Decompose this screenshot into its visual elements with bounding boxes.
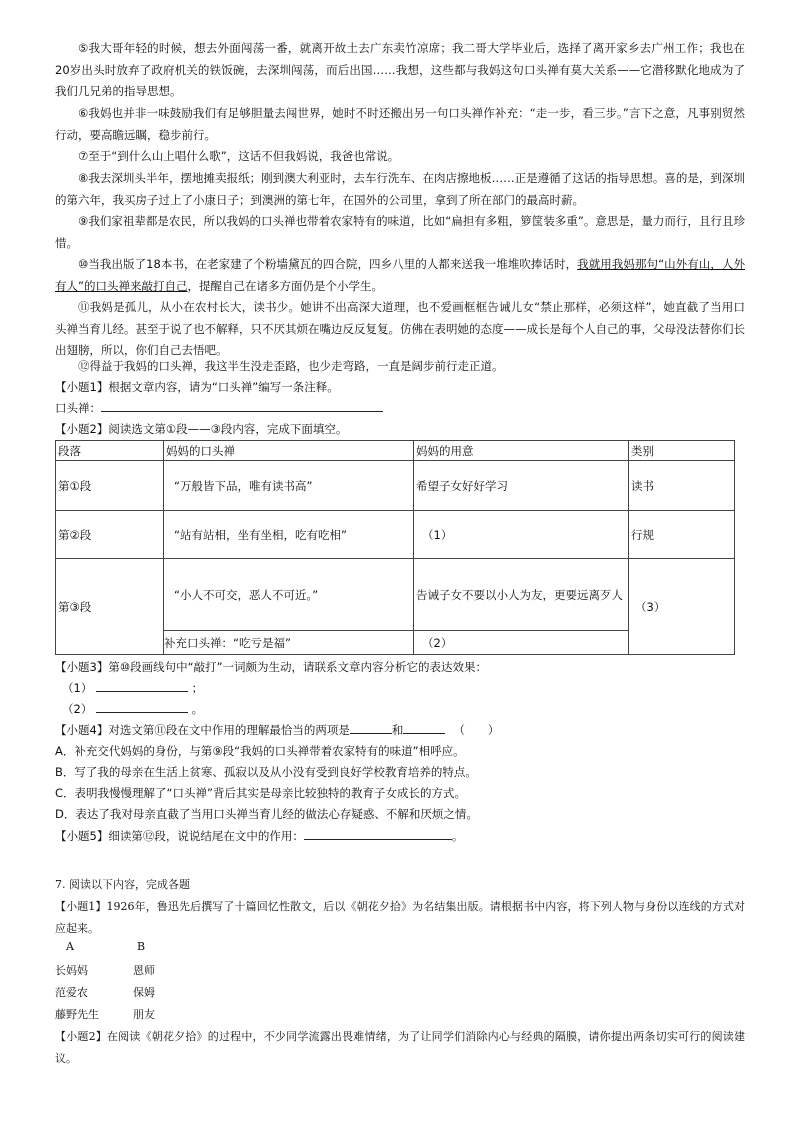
table-row [56,511,735,559]
question-3-blank-1[interactable] [96,679,188,692]
question-1-title: 【小题1】根据文章内容，请为“口头禅”编写一条注释。 [55,380,339,394]
paragraph-9: ⑨我们家祖辈都是农民，所以我妈的口头禅也带着农家特有的味道，比如“扁担有多粗，箩筐装多重”。意思是，量力而行，且行且珍惜。 [55,214,745,250]
section-7-heading: 7. 阅读以下内容，完成各题 [55,878,190,891]
question-3-title: 【小题3】第⑩段画线句中“敲打”一词颇为生动，请联系文章内容分析它的表达效果： [55,660,488,674]
question-5-title: 【小题5】细读第⑫段，说说结尾在文中的作用： [55,829,304,843]
match-left-2[interactable]: 范爱农 [55,986,88,999]
row3-paragraph: 第③段 [56,559,164,655]
question-4-title-line [55,720,745,742]
question-1-blank[interactable] [101,399,383,412]
question-4-blank-1[interactable] [350,721,392,734]
question-5-line [55,826,745,848]
row2-paragraph: 第②段 [56,511,164,559]
row1-paragraph: 第①段 [56,461,164,511]
row2-catchphrase: “站有站相，坐有坐相，吃有吃相” [164,511,414,559]
header-intention: 妈妈的用意 [414,441,629,461]
match-column-a-label: A [66,940,74,953]
match-left-3[interactable]: 藤野先生 [55,1008,99,1021]
question-2-title: 【小题2】阅读选文第①段——③段内容，完成下面填空。 [55,422,348,436]
match-column-b-label: B [137,940,146,953]
header-category: 类别 [629,441,735,461]
header-catchphrase: 妈妈的口头禅 [164,441,414,461]
question-4-paren: （ ） [453,723,500,737]
paragraph-10-underlined-sentence: 我就用我妈那句“山外有山，人外有人”的口头禅来敲打自己 [55,257,745,293]
question-5-blank[interactable] [304,827,452,840]
match-right-2[interactable]: 保姆 [133,986,155,999]
paragraph-10-post: ，提醒自己在诸多方面仍是个小学生。 [187,278,383,293]
paragraph-11: ⑪我妈是孤儿，从小在农村长大，读书少。她讲不出高深大道理，也不爱画框框告诫儿女“禁止那样，必须这样”，她直截了当用口头禅当育儿经。甚至于说了也不解释，只不厌其烦在嘴边反反复复。仿佛在表明她的态度——成长是每个人自己的事，父母没法替你们长出翅膀，所以，你们自己去悟吧。 [55,300,745,357]
question-2-table [55,440,735,655]
question-3-blank-2[interactable] [96,700,188,713]
header-paragraph: 段落 [56,441,164,461]
paragraph-8: ⑧我去深圳头半年，摆地摊卖报纸；刚到澳大利亚时，去车行洗车、在肉店擦地板……正是遵循了这话的指导思想。喜的是，到深圳的第六年，我买房子过上了小康日子；到澳洲的第七年，在国外的公司里，拿到了所在部门的最高时薪。 [55,171,745,207]
option-c[interactable]: C．表明我慢慢理解了“口头禅”背后其实是母亲比较独特的教育子女成长的方式。 [55,786,466,800]
row3-category-blank[interactable]: （3） [629,559,735,655]
row3-catchphrase: “小人不可交，恶人不可近。” [164,559,414,631]
table-row [56,559,735,631]
row3-intention: 告诫子女不要以小人为友，更要远离歹人 [414,559,629,631]
paragraph-10 [55,254,745,297]
paragraph-12: ⑫得益于我妈的口头禅，我这半生没走歪路，也少走弯路，一直是阔步前行走正道。 [78,359,504,373]
question-1-label: 口头禅： [55,401,101,415]
paragraph-10-pre: ⑩当我出版了18本书，在老家建了个粉墙黛瓦的四合院，四乡八里的人都来送我一堆堆吹捧话时， [78,257,578,271]
row2-category: 行规 [629,511,735,559]
table-row [56,461,735,511]
match-left-1[interactable]: 长妈妈 [55,964,88,977]
question-1-answer-line [55,398,745,420]
paragraph-7: ⑦至于“到什么山上唱什么歌”，这话不但我妈说，我爸也常说。 [78,149,400,163]
match-right-1[interactable]: 恩师 [133,964,155,977]
match-right-3[interactable]: 朋友 [133,1008,155,1021]
question-3-blank-2-end: 。 [191,702,204,716]
section-7-question-2: 【小题2】在阅读《朝花夕拾》的过程中，不少同学流露出畏难情绪，为了让同学们消除内心与经典的隔膜，请你提出两条切实可行的阅读建议。 [55,1030,745,1065]
question-4-and: 和 [391,723,404,737]
table-header-row [56,441,735,461]
paragraph-6: ⑥我妈也并非一味鼓励我们有足够胆量去闯世界，她时不时还搬出另一句口头禅作补充：“走一步，看三步。”言下之意，凡事别贸然行动，要高瞻远瞩，稳步前行。 [55,106,745,142]
question-3-blank-2-label: （2） [62,702,93,716]
row4-intention-blank[interactable]: （2） [414,631,629,655]
row2-intention-blank[interactable]: （1） [414,511,629,559]
paragraph-5: ⑤我大哥年轻的时候，想去外面闯荡一番，就离开故土去广东卖竹凉席；我二哥大学毕业后，选择了离开家乡去广州工作；我也在20岁出头时放弃了政府机关的铁饭碗，去深圳闯荡，而后出国……我想，这些都与我妈这句口头禅有莫大关系——它潜移默化地成为了我们几兄弟的指导思想。 [55,41,745,98]
option-a[interactable]: A．补充交代妈妈的身份，与第⑨段“我妈的口头禅带着农家特有的味道”相呼应。 [55,744,465,758]
row4-catchphrase: 补充口头禅：“吃亏是福” [164,631,414,655]
option-b[interactable]: B．写了我的母亲在生活上贫寒、孤寂以及从小没有受到良好学校教育培养的特点。 [55,765,477,779]
question-4-blank-2[interactable] [403,721,445,734]
question-3-blank-2-line [62,699,752,721]
section-7-question-1: 【小题1】1926年，鲁迅先后撰写了十篇回忆性散文，后以《朝花夕拾》为名结集出版。请根据书中内容，将下列人物与身份以连线的方式对应起来。 [55,900,745,935]
row1-category: 读书 [629,461,735,511]
row1-catchphrase: “万般皆下品，唯有读书高” [164,461,414,511]
question-3-blank-1-end: ； [191,681,204,695]
question-3-blank-1-line [62,678,752,700]
row1-intention: 希望子女好好学习 [414,461,629,511]
question-5-end: 。 [451,829,464,843]
question-4-title: 【小题4】对选文第⑪段在文中作用的理解最恰当的两项是 [55,723,350,737]
question-3-blank-1-label: （1） [62,681,93,695]
option-d[interactable]: D．表达了我对母亲直截了当用口头禅当育儿经的做法心存疑惑、不解和厌烦之情。 [55,807,478,821]
